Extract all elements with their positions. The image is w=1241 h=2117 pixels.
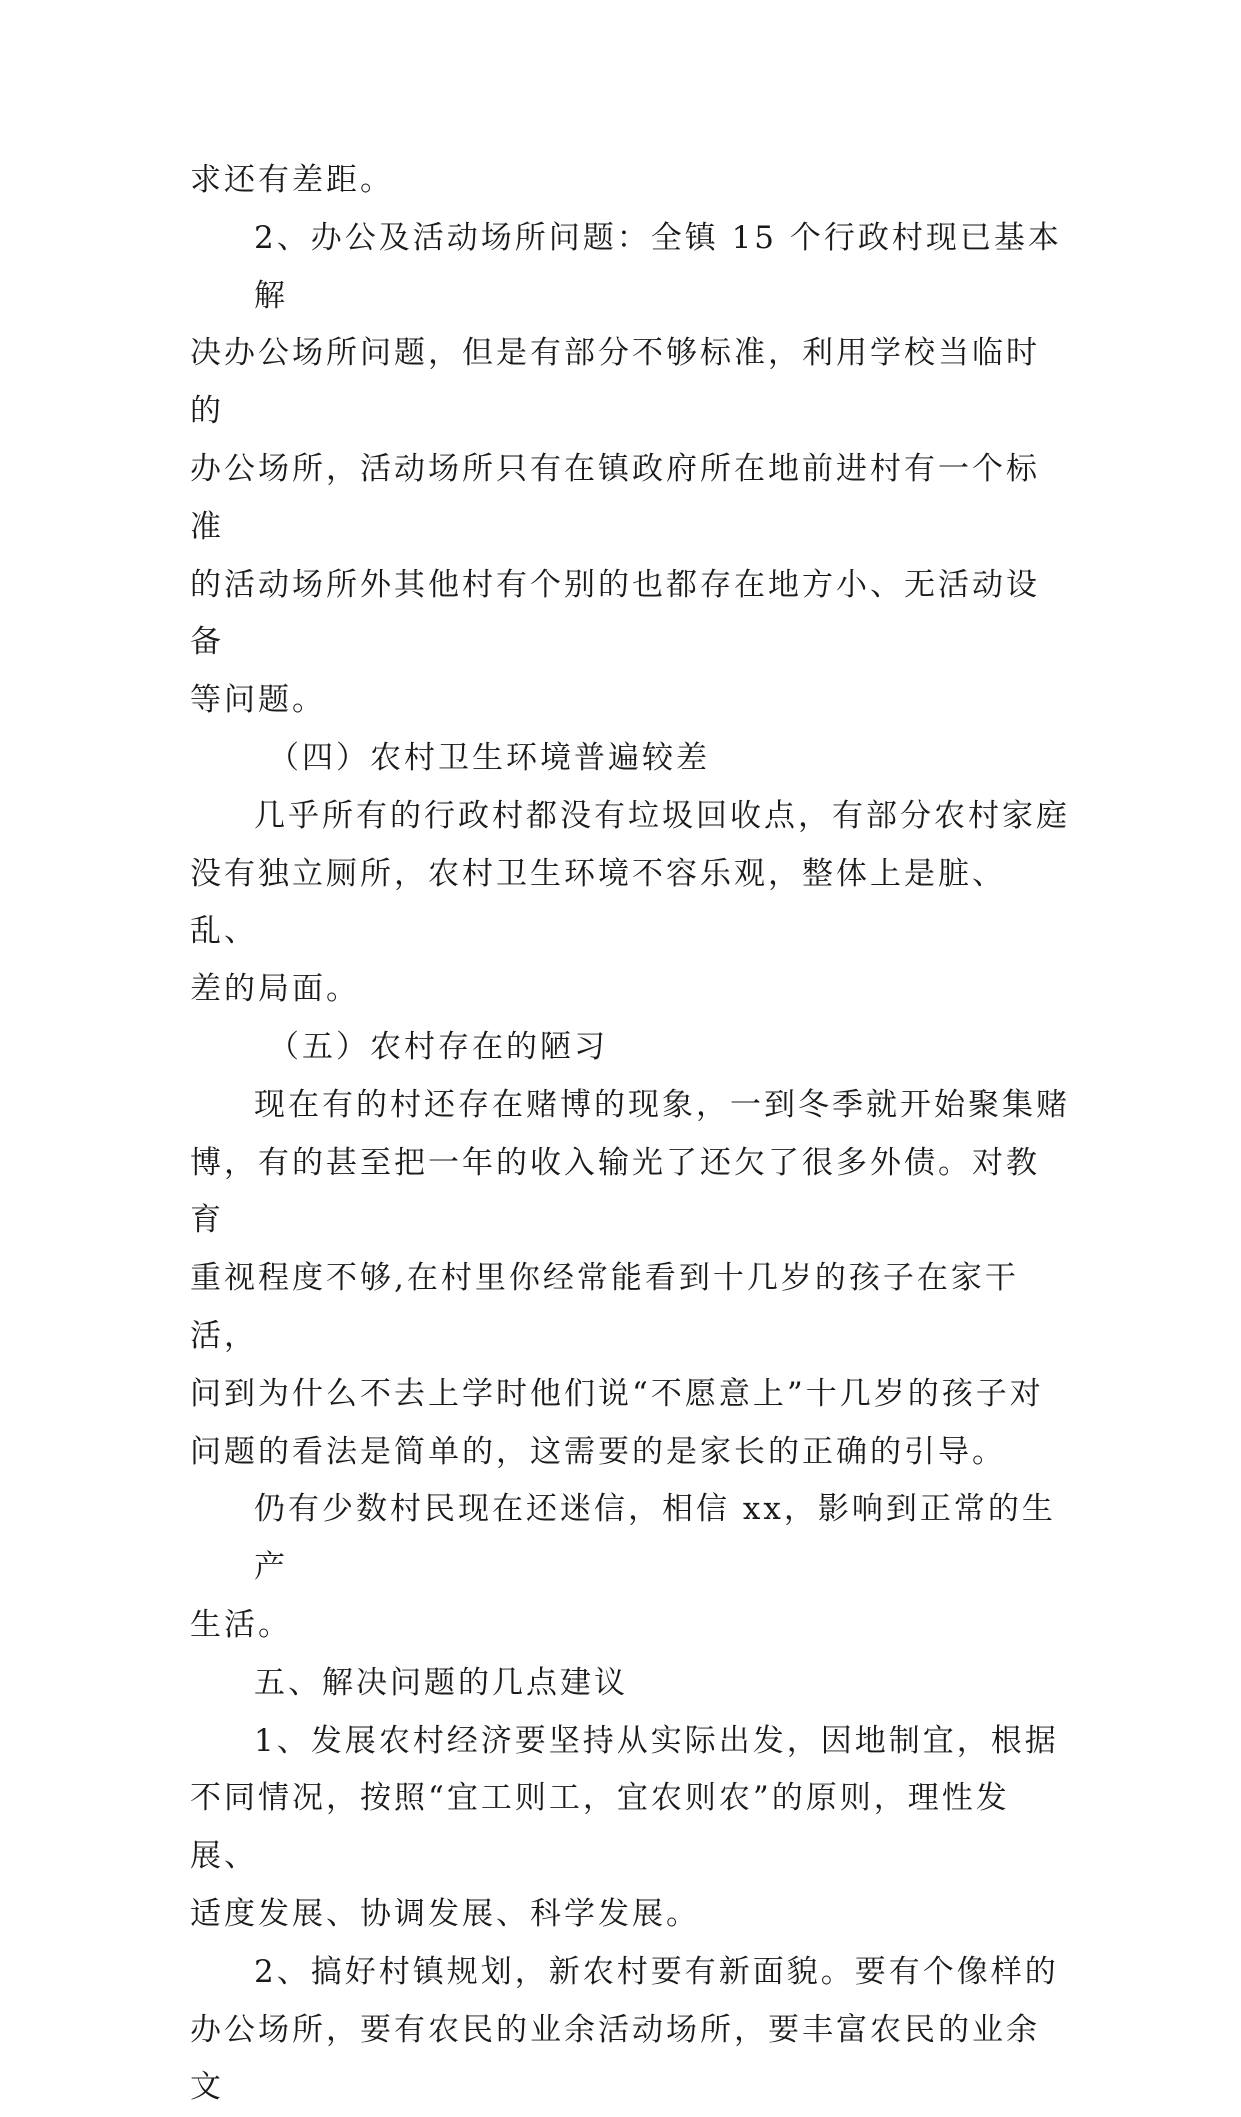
- text-line: 博，有的甚至把一年的收入输光了还欠了很多外债。对教育: [190, 1135, 1070, 1251]
- text-line: 等问题。: [190, 672, 1070, 730]
- text-line: 2、搞好村镇规划，新农村要有新面貌。要有个像样的: [190, 1944, 1070, 2002]
- text-line: 现在有的村还存在赌博的现象，一到冬季就开始聚集赌: [190, 1077, 1070, 1135]
- document-body: [190, 152, 1070, 2117]
- text-line: （五）农村存在的陋习: [190, 1019, 1070, 1077]
- text-line: 适度发展、协调发展、科学发展。: [190, 1886, 1070, 1944]
- text-line: 决办公场所问题，但是有部分不够标准，利用学校当临时的: [190, 325, 1070, 441]
- text-line: 差的局面。: [190, 961, 1070, 1019]
- text-line: 几乎所有的行政村都没有垃圾回收点，有部分农村家庭: [190, 788, 1070, 846]
- text-line: 问到为什么不去上学时他们说“不愿意上”十几岁的孩子对: [190, 1366, 1070, 1424]
- text-line: 没有独立厕所，农村卫生环境不容乐观，整体上是脏、乱、: [190, 846, 1070, 962]
- text-line: 办公场所，活动场所只有在镇政府所在地前进村有一个标准: [190, 441, 1070, 557]
- text-line: 生活。: [190, 1597, 1070, 1655]
- text-line: 2、办公及活动场所问题：全镇 15 个行政村现已基本解: [190, 210, 1070, 326]
- text-line: 求还有差距。: [190, 152, 1070, 210]
- text-line: 不同情况，按照“宜工则工，宜农则农”的原则，理性发展、: [190, 1770, 1070, 1886]
- text-line: 办公场所，要有农民的业余活动场所，要丰富农民的业余文: [190, 2002, 1070, 2117]
- text-line: 的活动场所外其他村有个别的也都存在地方小、无活动设备: [190, 557, 1070, 673]
- text-line: 问题的看法是简单的，这需要的是家长的正确的引导。: [190, 1424, 1070, 1482]
- text-line: 仍有少数村民现在还迷信，相信 xx，影响到正常的生产: [190, 1481, 1070, 1597]
- text-line: 五、解决问题的几点建议: [190, 1655, 1070, 1713]
- text-line: （四）农村卫生环境普遍较差: [190, 730, 1070, 788]
- text-line: 重视程度不够,在村里你经常能看到十几岁的孩子在家干活，: [190, 1250, 1070, 1366]
- text-line: 1、发展农村经济要坚持从实际出发，因地制宜，根据: [190, 1713, 1070, 1771]
